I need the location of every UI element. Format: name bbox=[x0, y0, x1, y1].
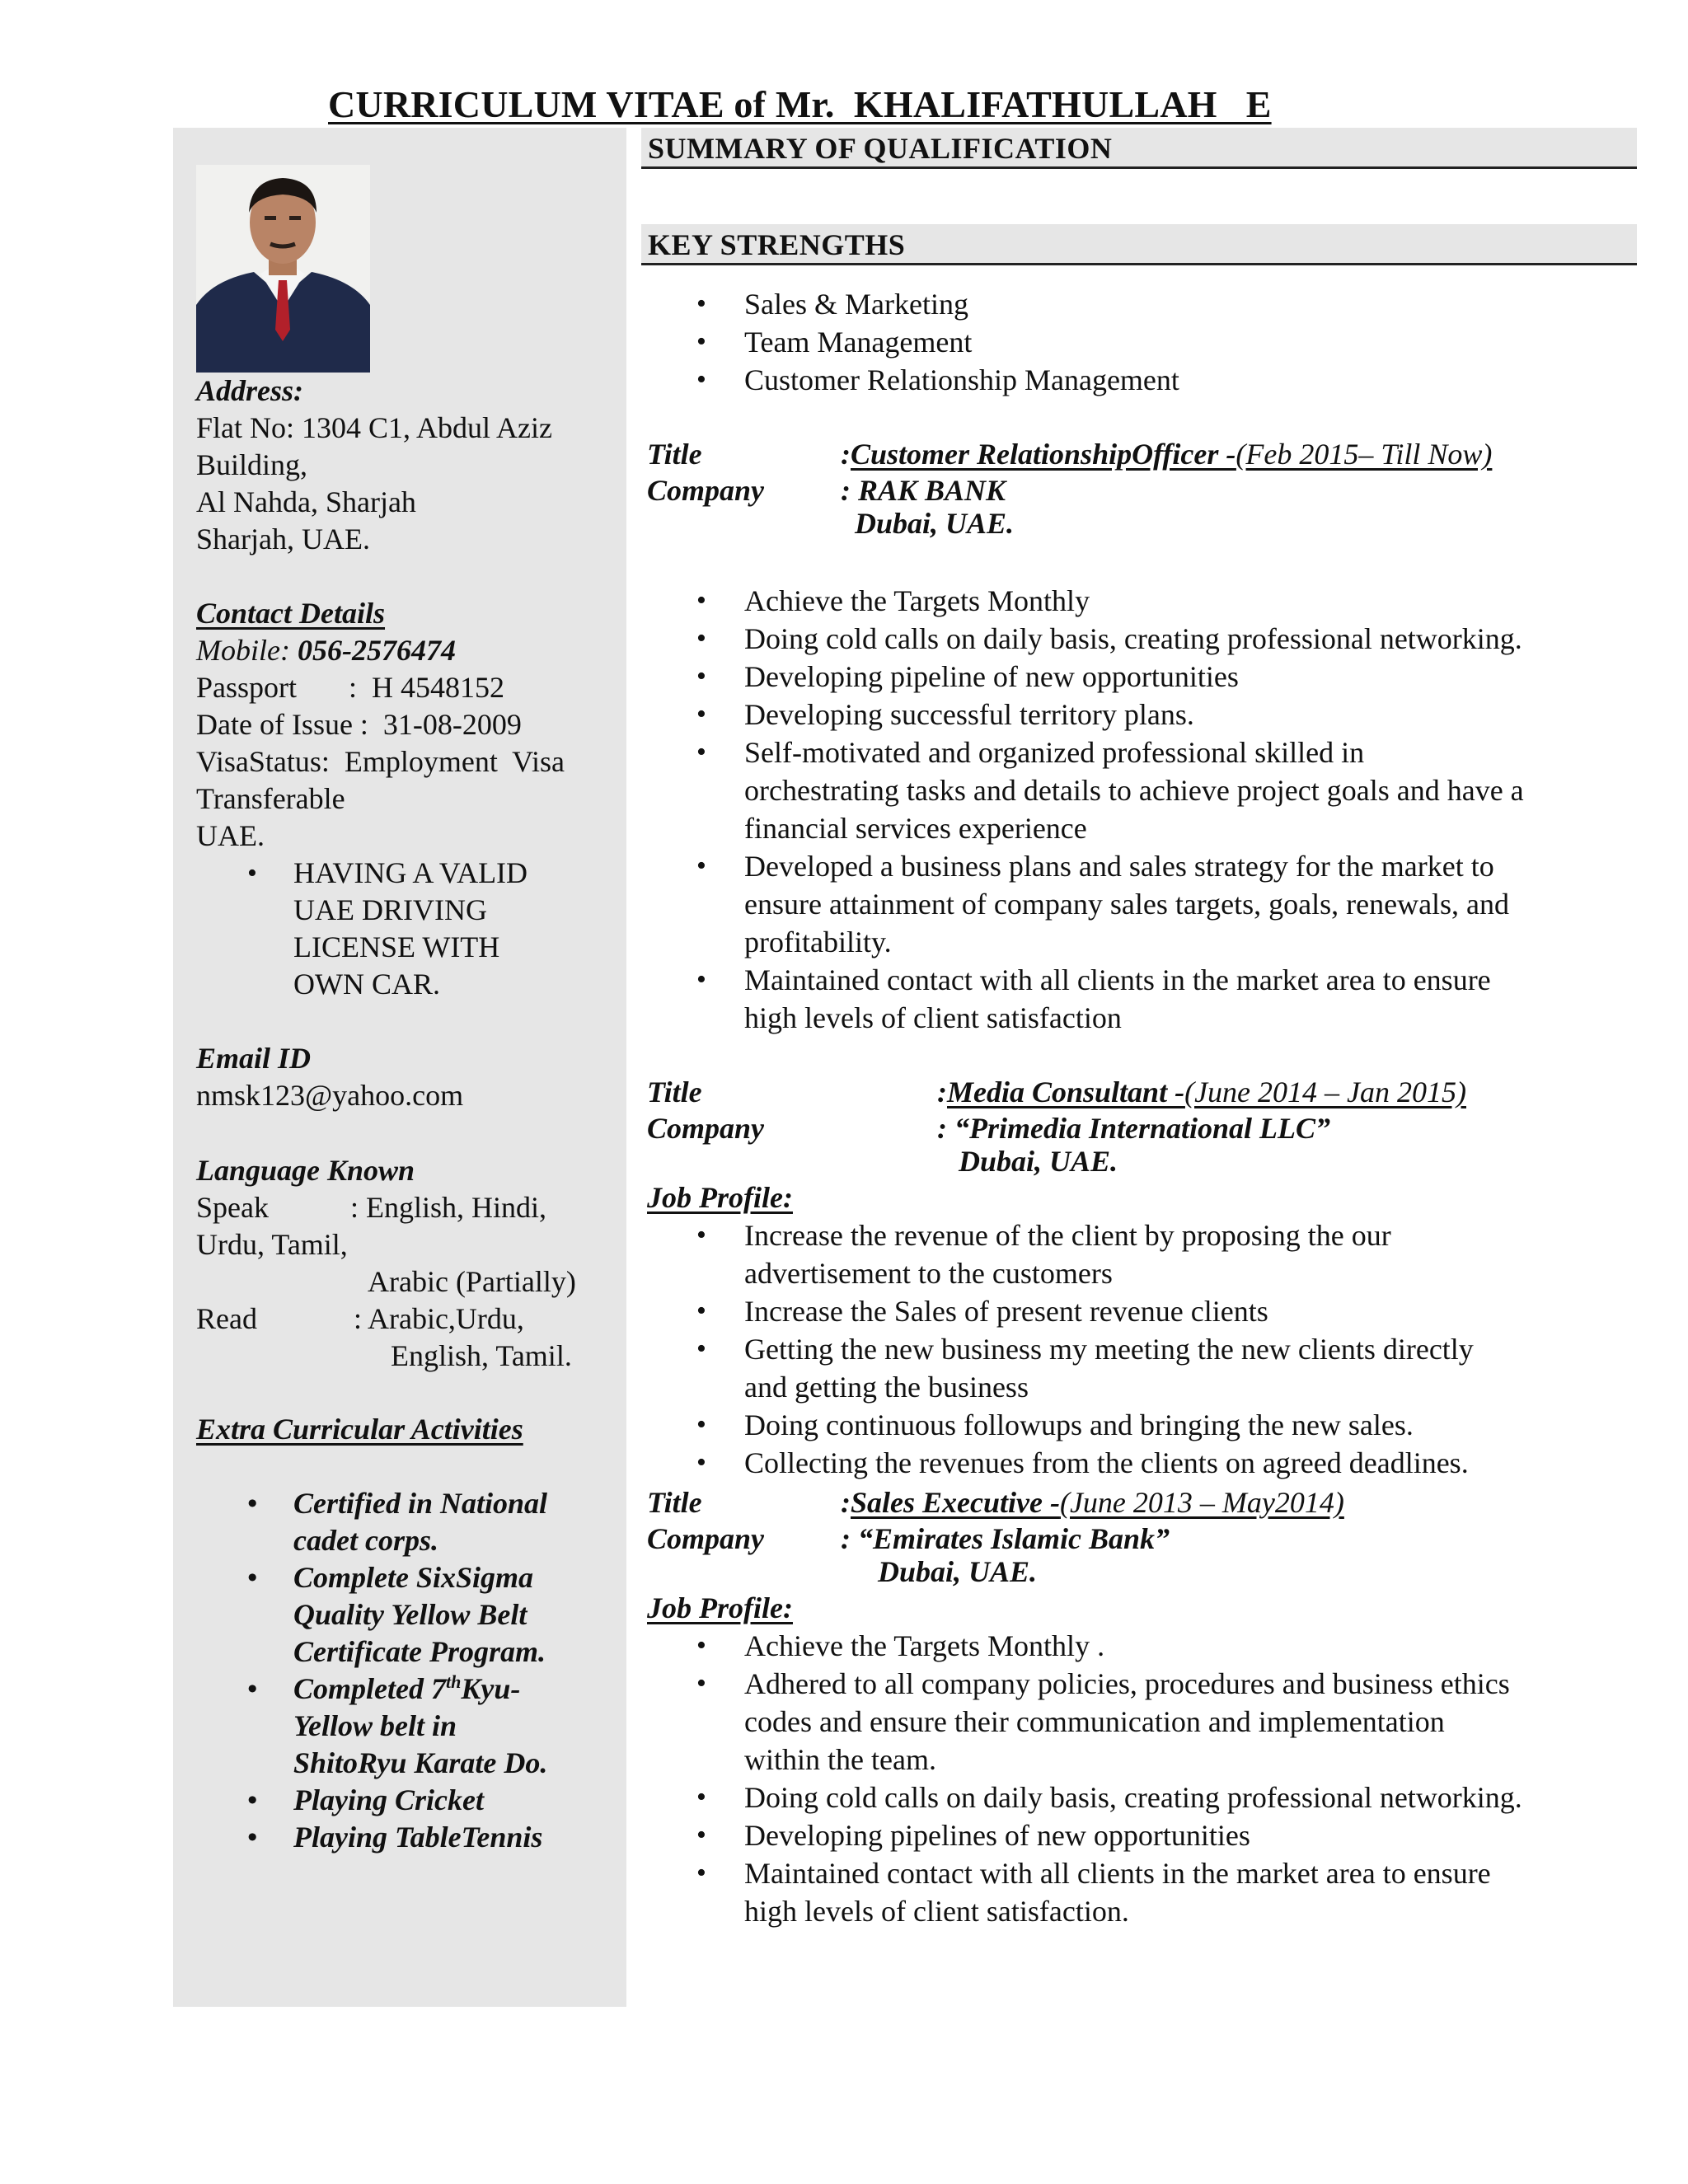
list-item: • Doing continuous followups and bringing the new sales. bbox=[647, 1406, 1636, 1444]
address-line: Al Nahda, Sharjah bbox=[196, 485, 416, 518]
speak-line: Arabic (Partially) bbox=[368, 1265, 576, 1298]
email-label: Email ID bbox=[196, 1042, 312, 1075]
visa-status-line: Transferable bbox=[196, 782, 345, 815]
visa-status-line: UAE. bbox=[196, 819, 265, 852]
extra-curricular-section bbox=[196, 1411, 621, 1856]
read-line: English, Tamil. bbox=[391, 1339, 572, 1372]
mobile-value: 056-2576474 bbox=[297, 634, 456, 667]
company-location: Dubai, UAE. bbox=[878, 1555, 1038, 1588]
list-item: • Customer Relationship Management bbox=[647, 361, 1636, 399]
visa-status-line: VisaStatus: Employment Visa bbox=[196, 745, 565, 778]
list-item: • Collecting the revenues from the clients on agreed deadlines. bbox=[647, 1444, 1636, 1482]
read-line: Read : Arabic,Urdu, bbox=[196, 1302, 524, 1335]
company-name: : RAK BANK bbox=[841, 474, 1006, 507]
responsibility-list bbox=[647, 1627, 1636, 1930]
list-item: • Sales & Marketing bbox=[647, 285, 1636, 323]
company-name: : “Emirates Islamic Bank” bbox=[841, 1522, 1170, 1555]
address-label: Address: bbox=[196, 374, 304, 407]
list-item: • Increase the revenue of the client by proposing the our advertisement to the customers bbox=[647, 1216, 1636, 1292]
speak-line: Urdu, Tamil, bbox=[196, 1228, 348, 1261]
email-value: nmsk123@yahoo.com bbox=[196, 1079, 464, 1112]
job-entry: Title :Customer RelationshipOfficer - (Feb 2015– Till Now) Company : RAK BANK Dubai, UAE. bbox=[647, 435, 1636, 542]
list-item: • Developing pipelines of new opportunities bbox=[647, 1816, 1636, 1854]
strengths-list bbox=[647, 285, 1636, 399]
list-item: • Achieve the Targets Monthly bbox=[647, 582, 1636, 620]
list-item: • Maintained contact with all clients in the market area to ensure high levels of client satisfaction. bbox=[647, 1854, 1636, 1930]
key-strengths-section bbox=[647, 285, 1636, 399]
list-item: • Doing cold calls on daily basis, creating professional networking. bbox=[647, 620, 1636, 658]
list-item: • Developing pipeline of new opportunities bbox=[647, 658, 1636, 696]
list-item: • Getting the new business my meeting the new clients directly and getting the business bbox=[647, 1330, 1636, 1406]
list-item: • Complete SixSigma Quality Yellow Belt Certificate Program. bbox=[196, 1559, 621, 1671]
address-line: Flat No: 1304 C1, Abdul Aziz bbox=[196, 411, 552, 444]
company-label: Company bbox=[647, 474, 765, 507]
company-name: : “Primedia International LLC” bbox=[937, 1112, 1331, 1145]
contact-section bbox=[196, 595, 621, 1003]
list-item: • HAVING A VALID UAE DRIVING LICENSE WITH OWN CAR. bbox=[196, 855, 621, 1003]
date-of-issue-line: Date of Issue : 31-08-2009 bbox=[196, 708, 522, 741]
license-list bbox=[196, 855, 621, 1003]
company-label: Company bbox=[647, 1112, 765, 1145]
job-entry: Title :Sales Executive - (June 2013 – May2014) Company : “Emirates Islamic Bank” Dubai, UAE. Job Profile: • Achieve the Targets Monthly . • Adhered to all company policies, procedures and business ethics codes and ensure their communication and implementation within the team. • Doing cold calls on daily basis, creating professional networking. • Developing pipelines of new opportunities • Maintained contact with all clients in the market area to ensure high levels of client satisfaction. bbox=[647, 1483, 1636, 1930]
job-period: (June 2013 – May2014) bbox=[1059, 1486, 1344, 1519]
title-label: Title bbox=[647, 1076, 702, 1108]
title-label: Title bbox=[647, 438, 702, 471]
responsibility-list bbox=[647, 1216, 1636, 1482]
list-item: • Achieve the Targets Monthly . bbox=[647, 1627, 1636, 1665]
company-location: Dubai, UAE. bbox=[855, 507, 1015, 540]
list-item: • Developing successful territory plans. bbox=[647, 696, 1636, 733]
list-item: • Maintained contact with all clients in the market area to ensure high levels of client satisfaction bbox=[647, 961, 1636, 1037]
list-item: • Developed a business plans and sales strategy for the market to ensure attainment of company sales targets, goals, renewals, and profitability. bbox=[647, 847, 1636, 961]
address-line: Sharjah, UAE. bbox=[196, 523, 370, 555]
address-line: Building, bbox=[196, 448, 308, 481]
extra-curricular-label: Extra Curricular Activities bbox=[196, 1413, 523, 1446]
list-item: • Completed 7thKyu- Yellow belt in ShitoRyu Karate Do. bbox=[196, 1671, 621, 1782]
person-photo-icon bbox=[196, 165, 370, 373]
mobile-label: Mobile: bbox=[196, 634, 290, 667]
list-item: • Increase the Sales of present revenue clients bbox=[647, 1292, 1636, 1330]
title-label: Title bbox=[647, 1486, 702, 1519]
list-item: • Playing TableTennis bbox=[196, 1819, 621, 1856]
contact-label: Contact Details bbox=[196, 597, 386, 630]
responsibility-list bbox=[647, 582, 1636, 1037]
job-period: (June 2014 – Jan 2015) bbox=[1184, 1076, 1466, 1108]
passport-line: Passport : H 4548152 bbox=[196, 671, 505, 704]
job-title: Customer RelationshipOfficer - bbox=[851, 438, 1236, 471]
job-profile-label: Job Profile: bbox=[647, 1591, 793, 1624]
key-strengths-heading: KEY STRENGTHS bbox=[641, 224, 1637, 265]
job-period: (Feb 2015– Till Now) bbox=[1236, 438, 1493, 471]
job-profile-label: Job Profile: bbox=[647, 1181, 793, 1214]
job-entry: Title :Media Consultant - (June 2014 – Jan 2015) Company : “Primedia International LLC” Dubai, UAE. Job Profile: • Increase the revenue of the client by proposing the our advertisement to the customers • Increase the Sales of present revenue clients • Getting the new business my meeting the new clients directly and getting the business • Doing continuous followups and bringing the new sales. • Collecting the revenues from the clients on agreed deadlines. bbox=[647, 1073, 1636, 1482]
speak-line: Speak : English, Hindi, bbox=[196, 1191, 546, 1224]
list-item: • Adhered to all company policies, procedures and business ethics codes and ensure their communication and implementation within the team. bbox=[647, 1665, 1636, 1779]
job-title: Sales Executive - bbox=[851, 1486, 1060, 1519]
list-item: • Playing Cricket bbox=[196, 1782, 621, 1819]
list-item: • Team Management bbox=[647, 323, 1636, 361]
language-section bbox=[196, 1152, 621, 1375]
page-title: CURRICULUM VITAE of Mr. KHALIFATHULLAH E bbox=[328, 83, 1272, 125]
language-label: Language Known bbox=[196, 1154, 415, 1187]
address-section bbox=[196, 373, 621, 558]
summary-heading: SUMMARY OF QUALIFICATION bbox=[641, 128, 1637, 169]
company-location: Dubai, UAE. bbox=[959, 1145, 1118, 1178]
profile-photo bbox=[196, 165, 370, 373]
job-bullets bbox=[647, 582, 1636, 1037]
company-label: Company bbox=[647, 1522, 765, 1555]
list-item: • Self-motivated and organized professional skilled in orchestrating tasks and details to achieve project goals and have a financial services experience bbox=[647, 733, 1636, 847]
list-item: • Doing cold calls on daily basis, creating professional networking. bbox=[647, 1779, 1636, 1816]
extra-curricular-list bbox=[196, 1485, 621, 1856]
list-item: • Certified in National cadet corps. bbox=[196, 1485, 621, 1559]
job-title: Media Consultant - bbox=[947, 1076, 1185, 1108]
email-section bbox=[196, 1040, 621, 1114]
